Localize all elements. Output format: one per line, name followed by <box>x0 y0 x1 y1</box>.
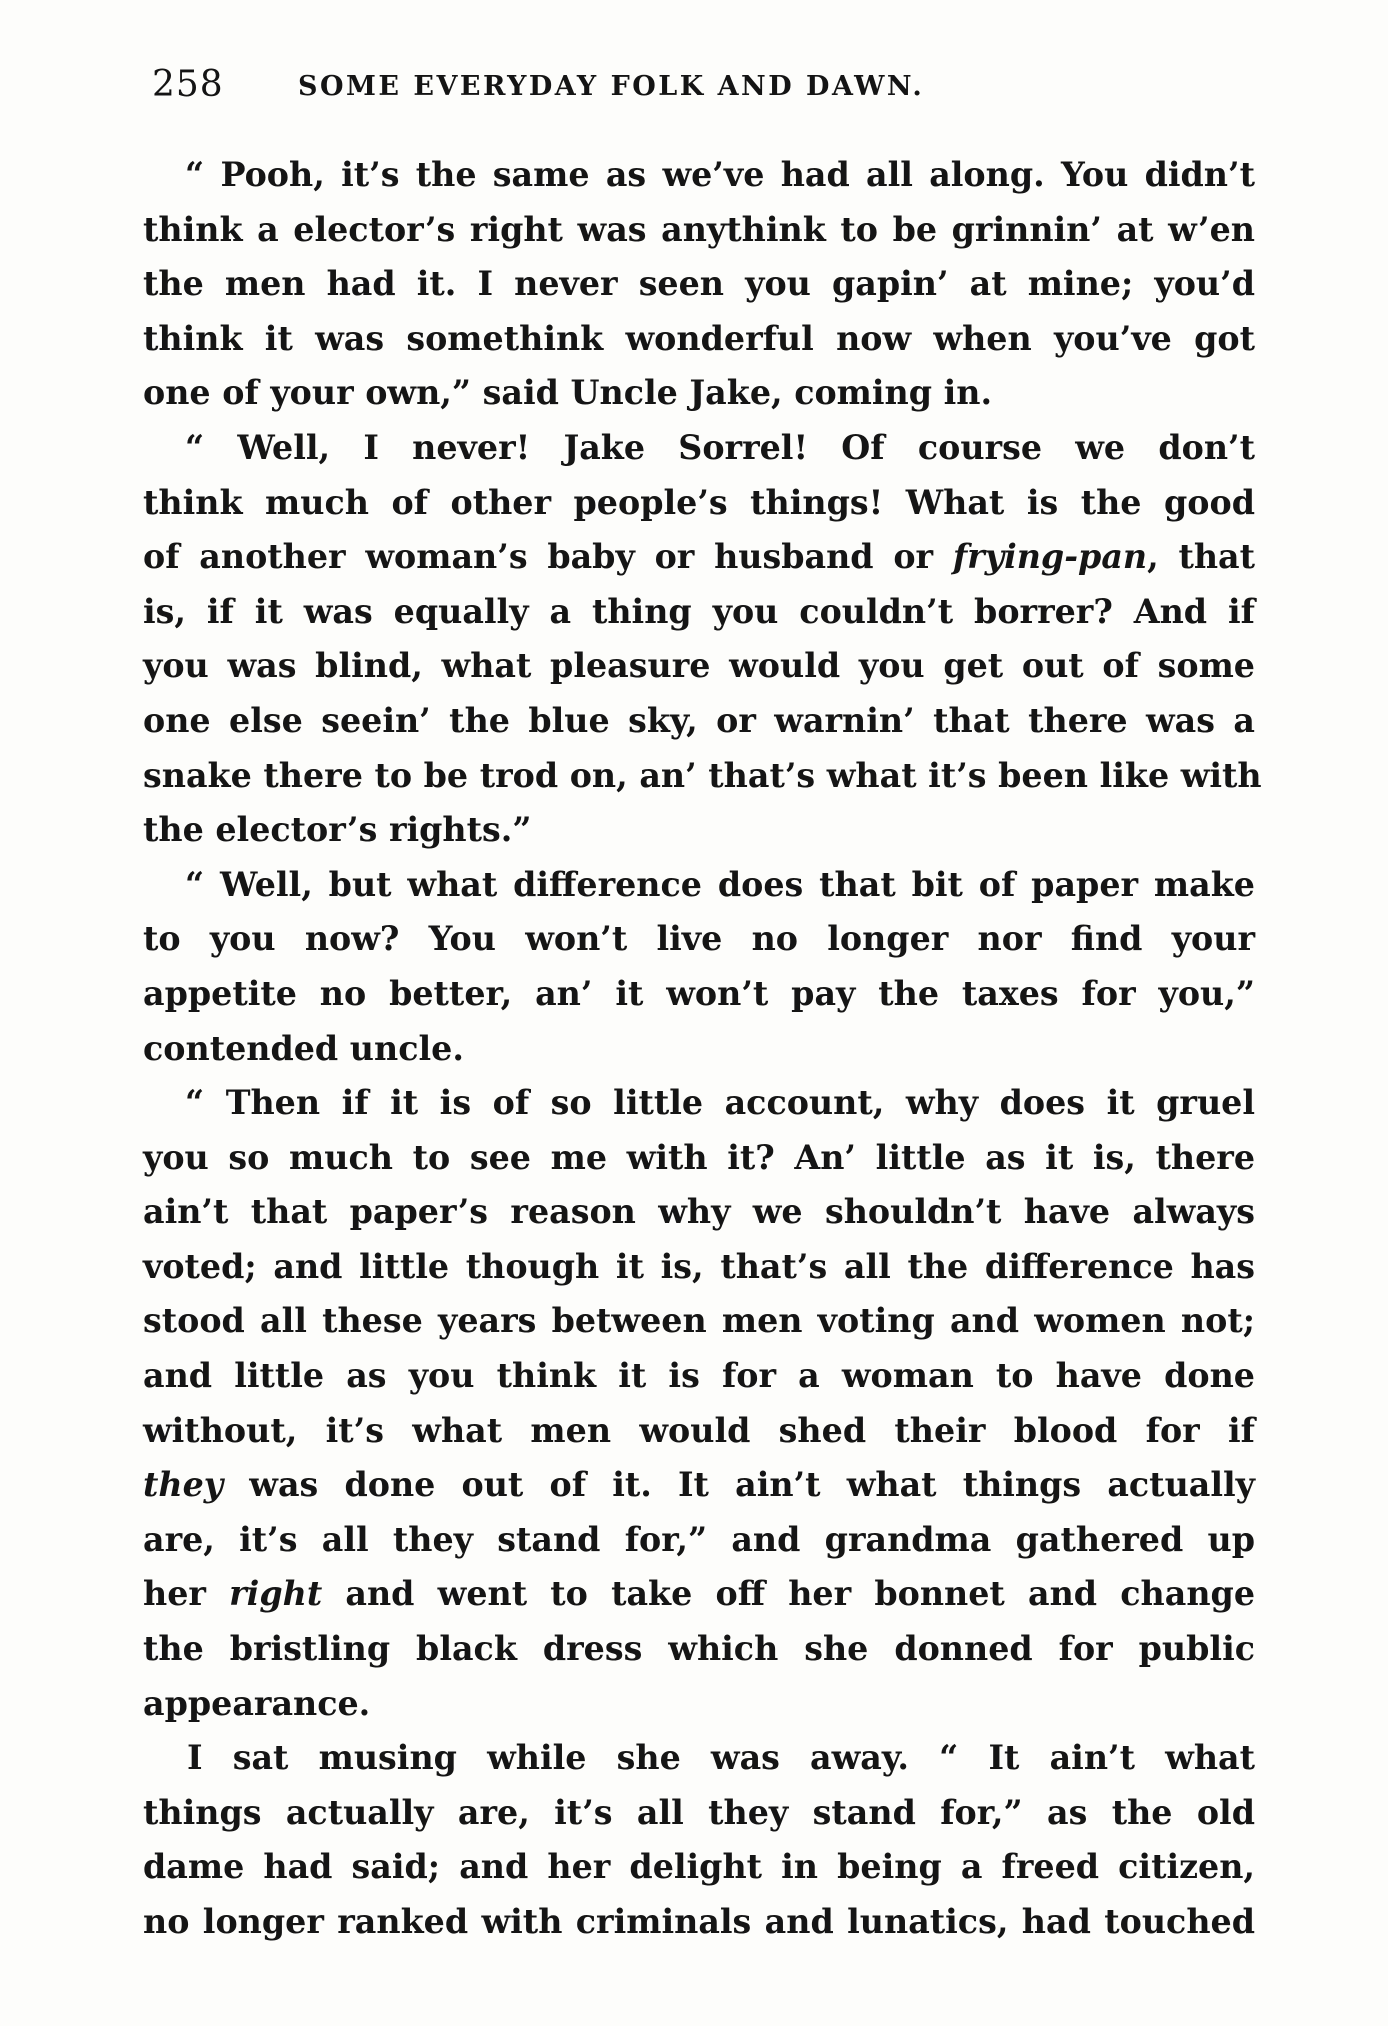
text-line: think much of other people’s things! What is the good <box>143 482 1255 522</box>
text-line: snake there to be trod on, an’ that’s what it’s been like with <box>143 755 1262 795</box>
text-line <box>143 1458 1255 1513</box>
text-line: “ Well, but what difference does that bit of paper make <box>185 864 1255 904</box>
text-line: think it was somethink wonderful now when you’ve got <box>143 318 1255 358</box>
italic-word: right <box>229 1574 323 1614</box>
text-line: no longer ranked with criminals and lunatics, had touched <box>143 1902 1255 1941</box>
text-line: “ Then if it is of so little account, why does it gruel <box>185 1083 1255 1123</box>
text-line: contended uncle. <box>143 1028 464 1068</box>
text-line: things actually are, it’s all they stand for,” as the old <box>143 1792 1255 1832</box>
italic-word: they <box>143 1465 224 1505</box>
body-text <box>143 148 1262 1950</box>
text-line: to you now? You won’t live no longer nor find your <box>143 919 1255 959</box>
text-line: I sat musing while she was away. “ It ain’t what <box>187 1738 1255 1778</box>
text-line: without, it’s what men would shed their blood for if <box>143 1410 1255 1450</box>
text-line <box>143 530 1255 585</box>
text-segment: , that <box>1147 537 1255 577</box>
text-line: appearance. <box>143 1683 371 1723</box>
text-segment: and went to take off her bonnet and change <box>322 1574 1256 1614</box>
text-line: and little as you think it is for a woman to have done <box>143 1356 1255 1396</box>
text-line: “ Pooh, it’s the same as we’ve had all along. You didn’t <box>185 155 1255 194</box>
page-header <box>152 64 1252 110</box>
text-line: ain’t that paper’s reason why we shouldn’t have always <box>143 1192 1255 1232</box>
running-title: SOME EVERYDAY FOLK AND DAWN. <box>298 71 925 102</box>
text-segment: of another woman’s baby or husband or <box>143 537 934 577</box>
text-line: one of your own,” said Uncle Jake, coming in. <box>143 373 993 413</box>
text-line: stood all these years between men voting and women not; <box>143 1301 1255 1341</box>
text-line: voted; and little though it is, that’s all the difference has <box>143 1246 1255 1286</box>
text-line: one else seein’ the blue sky, or warnin’ that there was a <box>143 700 1255 740</box>
text-line: the bristling black dress which she donned for public <box>143 1629 1255 1669</box>
text-line: the elector’s rights.” <box>143 810 532 850</box>
text-line <box>143 1567 1255 1622</box>
text-line: the men had it. I never seen you gapin’ at mine; you’d <box>143 264 1255 304</box>
page-number: 258 <box>152 64 224 105</box>
text-line: think a elector’s right was anythink to be grinnin’ at w’en <box>143 209 1255 249</box>
text-line: are, it’s all they stand for,” and grandma gathered up <box>143 1519 1255 1559</box>
text-line: appetite no better, an’ it won’t pay the taxes for you,” <box>143 973 1255 1013</box>
text-line: is, if it was equally a thing you couldn’t borrer? And if <box>143 591 1255 631</box>
text-segment: her <box>143 1574 206 1614</box>
text-line: dame had said; and her delight in being a freed citizen, <box>143 1847 1255 1887</box>
text-line: you was blind, what pleasure would you get out of some <box>143 646 1255 686</box>
text-line: “ Well, I never! Jake Sorrel! Of course we don’t <box>185 427 1255 467</box>
italic-word: frying-pan <box>952 537 1148 577</box>
text-segment: was done out of it. It ain’t what things actually <box>223 1465 1255 1505</box>
text-line: you so much to see me with it? An’ little as it is, there <box>143 1137 1255 1177</box>
